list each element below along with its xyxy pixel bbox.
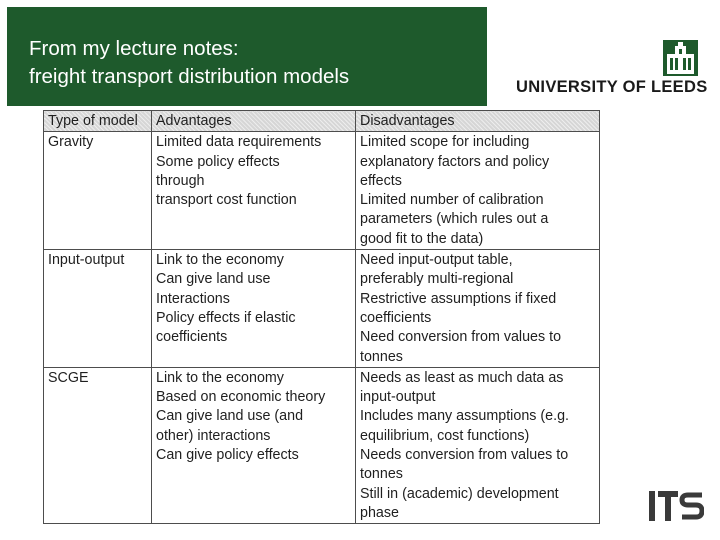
disadvantage-line: equilibrium, cost functions) <box>360 427 530 444</box>
advantage-line: Limited data requirements <box>156 134 322 151</box>
slide-title <box>29 35 349 91</box>
row-advantages <box>152 132 356 250</box>
header-disadvantages: Disadvantages <box>356 111 600 132</box>
disadvantage-line: Still in (academic) development <box>360 485 559 502</box>
disadvantage-line: Limited number of calibration <box>360 192 544 209</box>
disadvantage-line: good fit to the data) <box>360 230 484 247</box>
row-type: Gravity <box>44 132 152 250</box>
disadvantage-line: preferably multi-regional <box>360 271 514 288</box>
advantage-line: other) interactions <box>156 427 271 444</box>
advantage-line: Can give land use (and <box>156 408 304 425</box>
row-type: SCGE <box>44 367 152 523</box>
advantage-line: Policy effects if elastic <box>156 309 296 326</box>
header-advantages: Advantages <box>152 111 356 132</box>
disadvantage-line: explanatory factors and policy <box>360 153 550 170</box>
disadvantage-line: phase <box>360 504 399 521</box>
leeds-crest-icon <box>663 40 698 76</box>
disadvantage-line: tonnes <box>360 348 403 365</box>
disadvantage-line: parameters (which rules out a <box>360 211 549 228</box>
title-line-2: freight transport distribution models <box>29 65 350 88</box>
disadvantage-line: Need conversion from values to <box>360 329 562 346</box>
row-disadvantages <box>356 132 600 250</box>
title-line-1: From my lecture notes: <box>29 37 239 60</box>
comparison-table <box>43 110 600 524</box>
advantage-line: Can give policy effects <box>156 447 299 464</box>
disadvantage-line: Limited scope for including <box>360 134 530 151</box>
disadvantage-line: coefficients <box>360 309 432 326</box>
row-disadvantages <box>356 367 600 523</box>
disadvantage-line: effects <box>360 172 402 189</box>
advantage-line: Link to the economy <box>156 369 284 386</box>
advantage-line: Interactions <box>156 290 230 307</box>
advantage-line: through <box>156 172 205 189</box>
advantage-line: transport cost function <box>156 192 297 209</box>
disadvantage-line: tonnes <box>360 466 403 483</box>
disadvantage-line: Need input-output table, <box>360 252 513 269</box>
advantage-line: coefficients <box>156 329 228 346</box>
disadvantage-line: Needs as least as much data as <box>360 369 564 386</box>
advantage-line: Link to the economy <box>156 252 284 269</box>
row-advantages <box>152 250 356 368</box>
row-type: Input-output <box>44 250 152 368</box>
university-name: UNIVERSITY OF LEEDS <box>516 78 708 96</box>
its-logo-icon <box>648 489 704 523</box>
row-advantages <box>152 367 356 523</box>
table-row <box>44 250 600 368</box>
disadvantage-line: Includes many assumptions (e.g. <box>360 408 569 425</box>
table-header-row <box>44 111 600 132</box>
slide-header <box>7 7 713 106</box>
disadvantage-line: Restrictive assumptions if fixed <box>360 290 557 307</box>
advantage-line: Some policy effects <box>156 153 280 170</box>
disadvantage-line: input-output <box>360 389 436 406</box>
title-panel <box>7 7 487 106</box>
table-row <box>44 367 600 523</box>
table-row <box>44 132 600 250</box>
advantage-line: Based on economic theory <box>156 389 326 406</box>
disadvantage-line: Needs conversion from values to <box>360 447 569 464</box>
advantage-line: Can give land use <box>156 271 271 288</box>
row-disadvantages <box>356 250 600 368</box>
header-type: Type of model <box>44 111 152 132</box>
